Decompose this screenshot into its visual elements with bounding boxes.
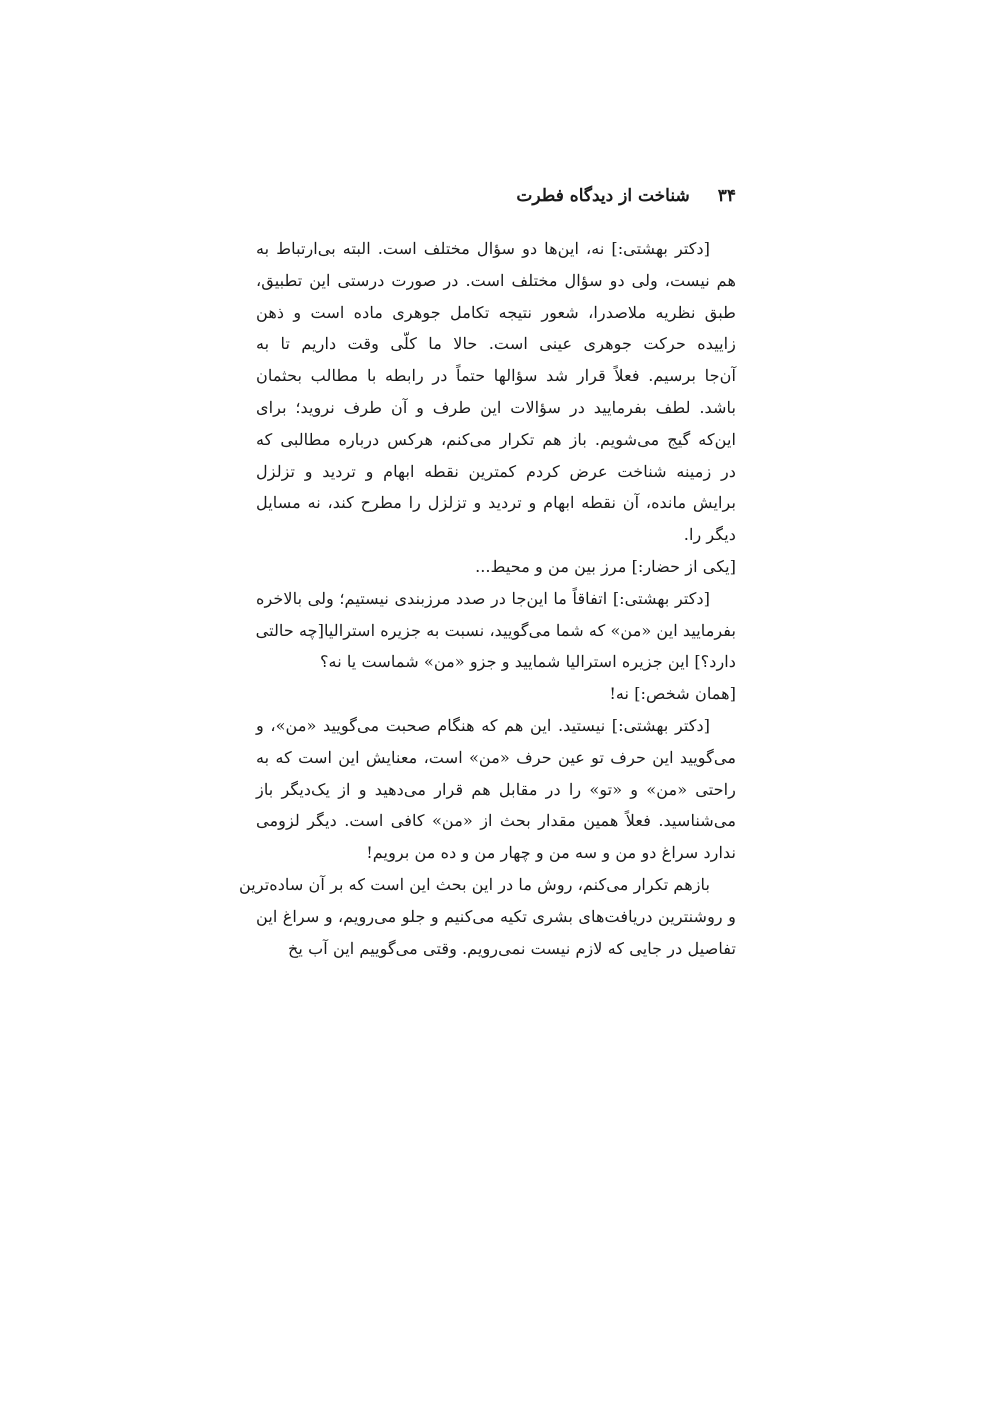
text-line: [دکتر بهشتی:] نه، این‌ها دو سؤال مختلف است. البته بی‌ارتباط به xyxy=(256,239,710,258)
paragraph xyxy=(256,583,736,678)
text-line: طبق نظریه ملاصدرا، شعور نتیجه تکامل جوهری ماده است و ذهن xyxy=(256,302,736,322)
text-line: باشد. لطف بفرمایید در سؤالات این طرف و آن طرف نروید؛ برای xyxy=(256,397,736,417)
text-line: [یکی از حضار:] مرز بین من و محیط... xyxy=(475,556,736,576)
text-line: این‌که گیج می‌شویم. باز هم تکرار می‌کنم، هرکس درباره مطالبی که xyxy=(256,429,736,449)
text-line: ندارد سراغ دو من و سه من و چهار من و ده من برویم! xyxy=(366,843,736,863)
text-line: [همان شخص:] نه! xyxy=(609,684,736,704)
text-line: می‌شناسید. فعلاً همین مقدار بحث از «من» کافی است. دیگر لزومی xyxy=(256,811,736,831)
paragraph xyxy=(256,233,736,551)
body-text xyxy=(238,233,736,964)
paragraph xyxy=(256,678,736,710)
page-number: ۳۴ xyxy=(717,186,736,206)
text-line: [دکتر بهشتی:] اتفاقاً ما این‌جا در صدد مرزبندی نیستیم؛ ولی بالاخره xyxy=(256,588,710,608)
text-line: آن‌جا برسیم. فعلاً قرار شد سؤالها حتماً در رابطه با مطالب بحثمان xyxy=(256,366,736,386)
text-line: در زمینه شناخت عرض کردم کمترین نقطه ابهام و تردید و تزلزل xyxy=(256,461,736,481)
text-line: [دکتر بهشتی:] نیستید. این هم که هنگام صحبت می‌گویید «من»، و xyxy=(256,715,710,735)
text-line: و روشنترین دریافت‌های بشری تکیه می‌کنیم و جلو می‌رویم، و سراغ این xyxy=(256,906,736,926)
text-line: برایش مانده، آن نقطه ابهام و تردید و تزلزل را مطرح کند، نه مسایل xyxy=(256,493,736,513)
text-line: بفرمایید این «من» که شما می‌گویید، نسبت به جزیره استرالیا[چه حالتی xyxy=(255,620,736,640)
text-line: می‌گویید این حرف تو عین حرف «من» است، معنایش این است که به xyxy=(256,747,736,767)
book-title: شناخت از دیدگاه فطرت xyxy=(516,186,690,206)
text-line: دیگر را. xyxy=(683,525,736,545)
text-line: دارد؟] این جزیره استرالیا شمایید و جزو «من» شماست یا نه؟ xyxy=(319,652,736,672)
running-header xyxy=(256,186,736,206)
paragraph xyxy=(256,710,736,869)
text-line: راحتی «من» و «تو» را در مقابل هم قرار می‌دهید و از یک‌دیگر باز xyxy=(256,779,736,799)
paragraph xyxy=(256,551,736,583)
text-line: هم نیست، ولی دو سؤال مختلف است. در صورت درستی این تطبیق، xyxy=(256,270,736,290)
text-line: تفاصیل در جایی که لازم نیست نمی‌رویم. وقتی می‌گوییم این آب یخ xyxy=(287,938,736,958)
paragraph xyxy=(238,869,736,964)
text-line: بازهم تکرار می‌کنم، روش ما در این بحث این است که بر آن ساده‌ترین xyxy=(238,874,710,894)
text-line: زاییده حرکت جوهری عینی است. حالا ما کلّی وقت داریم تا به xyxy=(256,334,736,354)
